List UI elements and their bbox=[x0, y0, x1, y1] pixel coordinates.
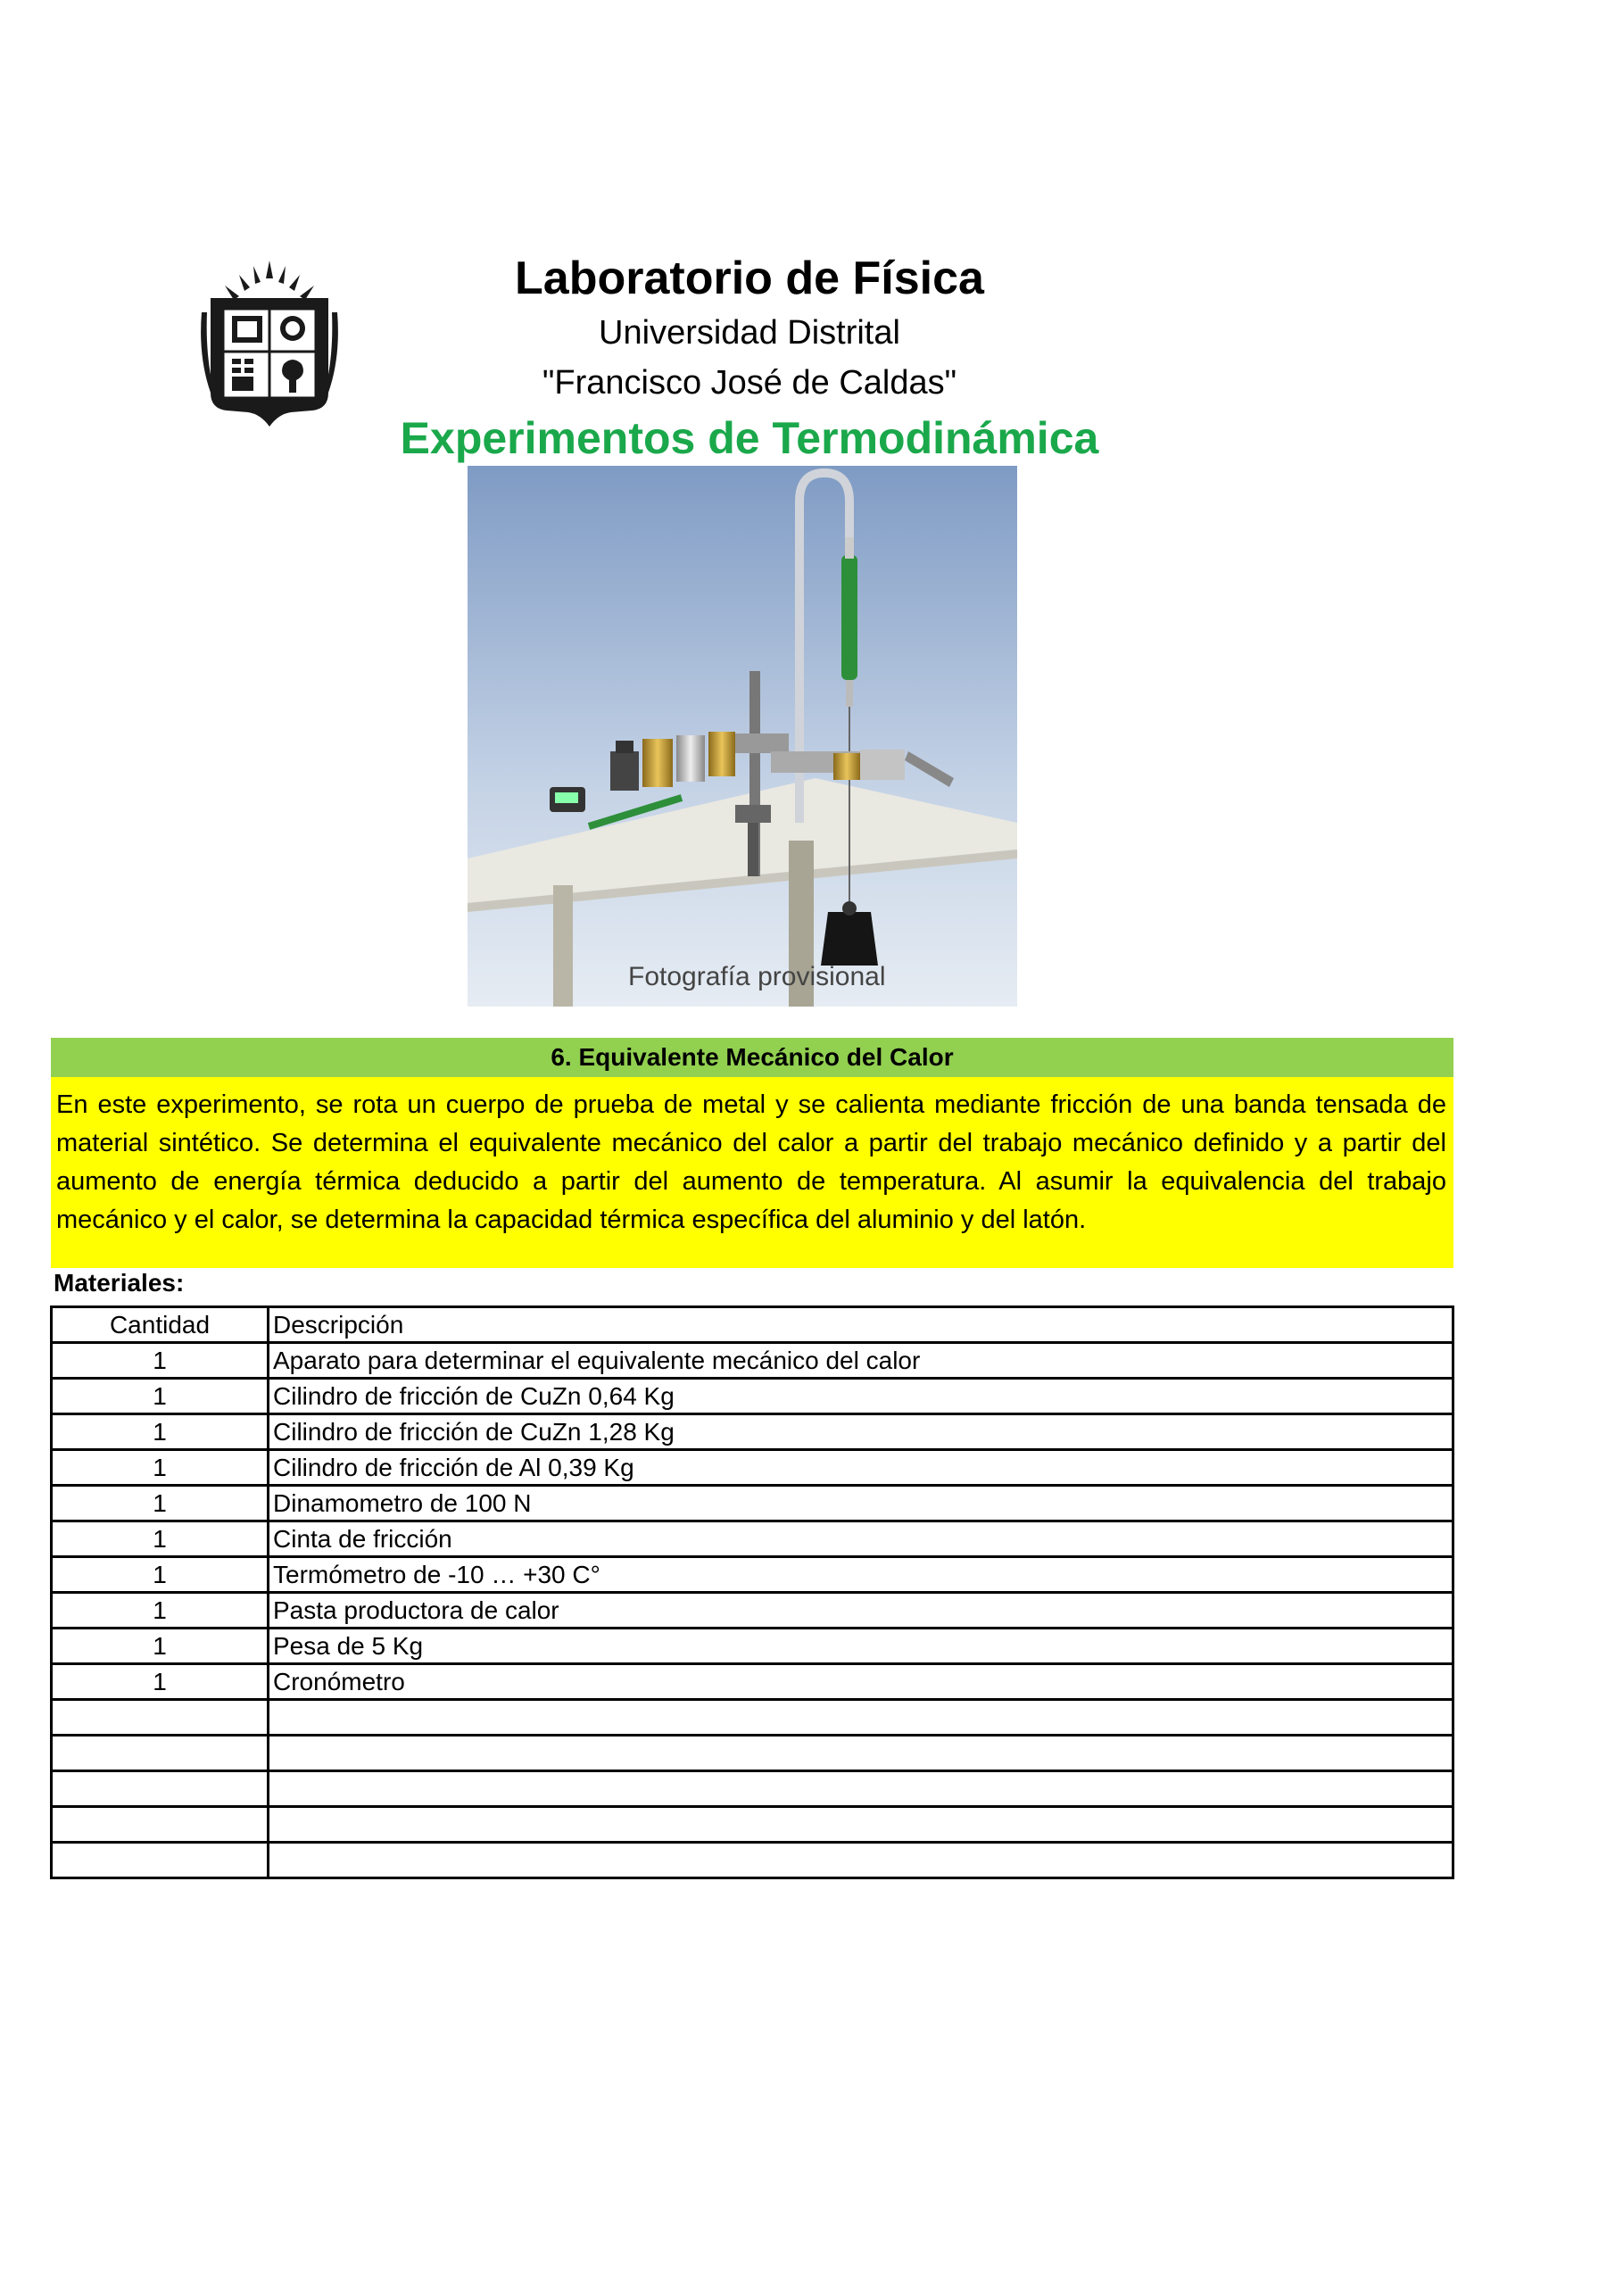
row-description: Cilindro de fricción de Al 0,39 Kg bbox=[269, 1450, 1453, 1486]
row-description: Pesa de 5 Kg bbox=[269, 1629, 1453, 1664]
table-row bbox=[52, 1593, 1453, 1629]
materials-table bbox=[50, 1305, 1454, 1879]
row-quantity: 1 bbox=[52, 1593, 269, 1629]
row-quantity: 1 bbox=[52, 1343, 269, 1379]
row-description: Dinamometro de 100 N bbox=[269, 1486, 1453, 1521]
row-description bbox=[269, 1736, 1453, 1771]
row-quantity: 1 bbox=[52, 1486, 269, 1521]
section-title: Experimentos de Termodinámica bbox=[400, 413, 1099, 463]
row-quantity: 1 bbox=[52, 1557, 269, 1593]
table-row bbox=[52, 1700, 1453, 1736]
table-row bbox=[52, 1771, 1453, 1807]
row-description bbox=[269, 1700, 1453, 1736]
table-row bbox=[52, 1379, 1453, 1414]
row-description: Cilindro de fricción de CuZn 0,64 Kg bbox=[269, 1379, 1453, 1414]
row-quantity: 1 bbox=[52, 1629, 269, 1664]
table-row bbox=[52, 1414, 1453, 1450]
table-header-row bbox=[52, 1307, 1453, 1343]
table-row bbox=[52, 1343, 1453, 1379]
row-quantity: 1 bbox=[52, 1521, 269, 1557]
experiment-title: 6. Equivalente Mecánico del Calor bbox=[51, 1038, 1453, 1077]
apparatus-photo bbox=[468, 466, 1017, 1007]
university-label: Universidad Distrital bbox=[599, 314, 900, 352]
row-quantity: 1 bbox=[52, 1414, 269, 1450]
row-quantity bbox=[52, 1736, 269, 1771]
table-row bbox=[52, 1521, 1453, 1557]
page-title: Laboratorio de Física bbox=[515, 253, 984, 304]
apparatus-illustration bbox=[468, 466, 1017, 1007]
row-quantity bbox=[52, 1807, 269, 1843]
row-description: Aparato para determinar el equivalente mecánico del calor bbox=[269, 1343, 1453, 1379]
row-quantity: 1 bbox=[52, 1664, 269, 1700]
table-row bbox=[52, 1450, 1453, 1486]
row-description bbox=[269, 1807, 1453, 1843]
experiment-description: En este experimento, se rota un cuerpo de prueba de metal y se calienta mediante fricción de una banda tensada de material sintético. Se determina el equivalente mecánico del calor a partir del trabajo mecánico definido y a partir del aumento de energía térmica deducido a partir del aumento de temperatura. Al asumir la equivalencia del trabajo mecánico y el calor, se determina la capacidad térmica específica del aluminio y del latón. bbox=[51, 1077, 1453, 1268]
row-description bbox=[269, 1843, 1453, 1878]
table-row bbox=[52, 1736, 1453, 1771]
table-row bbox=[52, 1664, 1453, 1700]
row-description: Termómetro de -10 … +30 C° bbox=[269, 1557, 1453, 1593]
row-description: Cilindro de fricción de CuZn 1,28 Kg bbox=[269, 1414, 1453, 1450]
row-quantity bbox=[52, 1771, 269, 1807]
row-quantity bbox=[52, 1700, 269, 1736]
table-row bbox=[52, 1486, 1453, 1521]
table-row bbox=[52, 1629, 1453, 1664]
table-row bbox=[52, 1843, 1453, 1878]
row-description: Cronómetro bbox=[269, 1664, 1453, 1700]
row-quantity: 1 bbox=[52, 1379, 269, 1414]
row-quantity: 1 bbox=[52, 1450, 269, 1486]
header-descripcion: Descripción bbox=[269, 1307, 1453, 1343]
header-cantidad: Cantidad bbox=[52, 1307, 269, 1343]
row-description bbox=[269, 1771, 1453, 1807]
table-row bbox=[52, 1557, 1453, 1593]
row-quantity bbox=[52, 1843, 269, 1878]
row-description: Pasta productora de calor bbox=[269, 1593, 1453, 1629]
table-row bbox=[52, 1807, 1453, 1843]
row-description: Cinta de fricción bbox=[269, 1521, 1453, 1557]
photo-caption: Fotografía provisional bbox=[628, 962, 886, 991]
materials-label: Materiales: bbox=[54, 1269, 185, 1297]
university-name: "Francisco José de Caldas" bbox=[542, 364, 957, 402]
